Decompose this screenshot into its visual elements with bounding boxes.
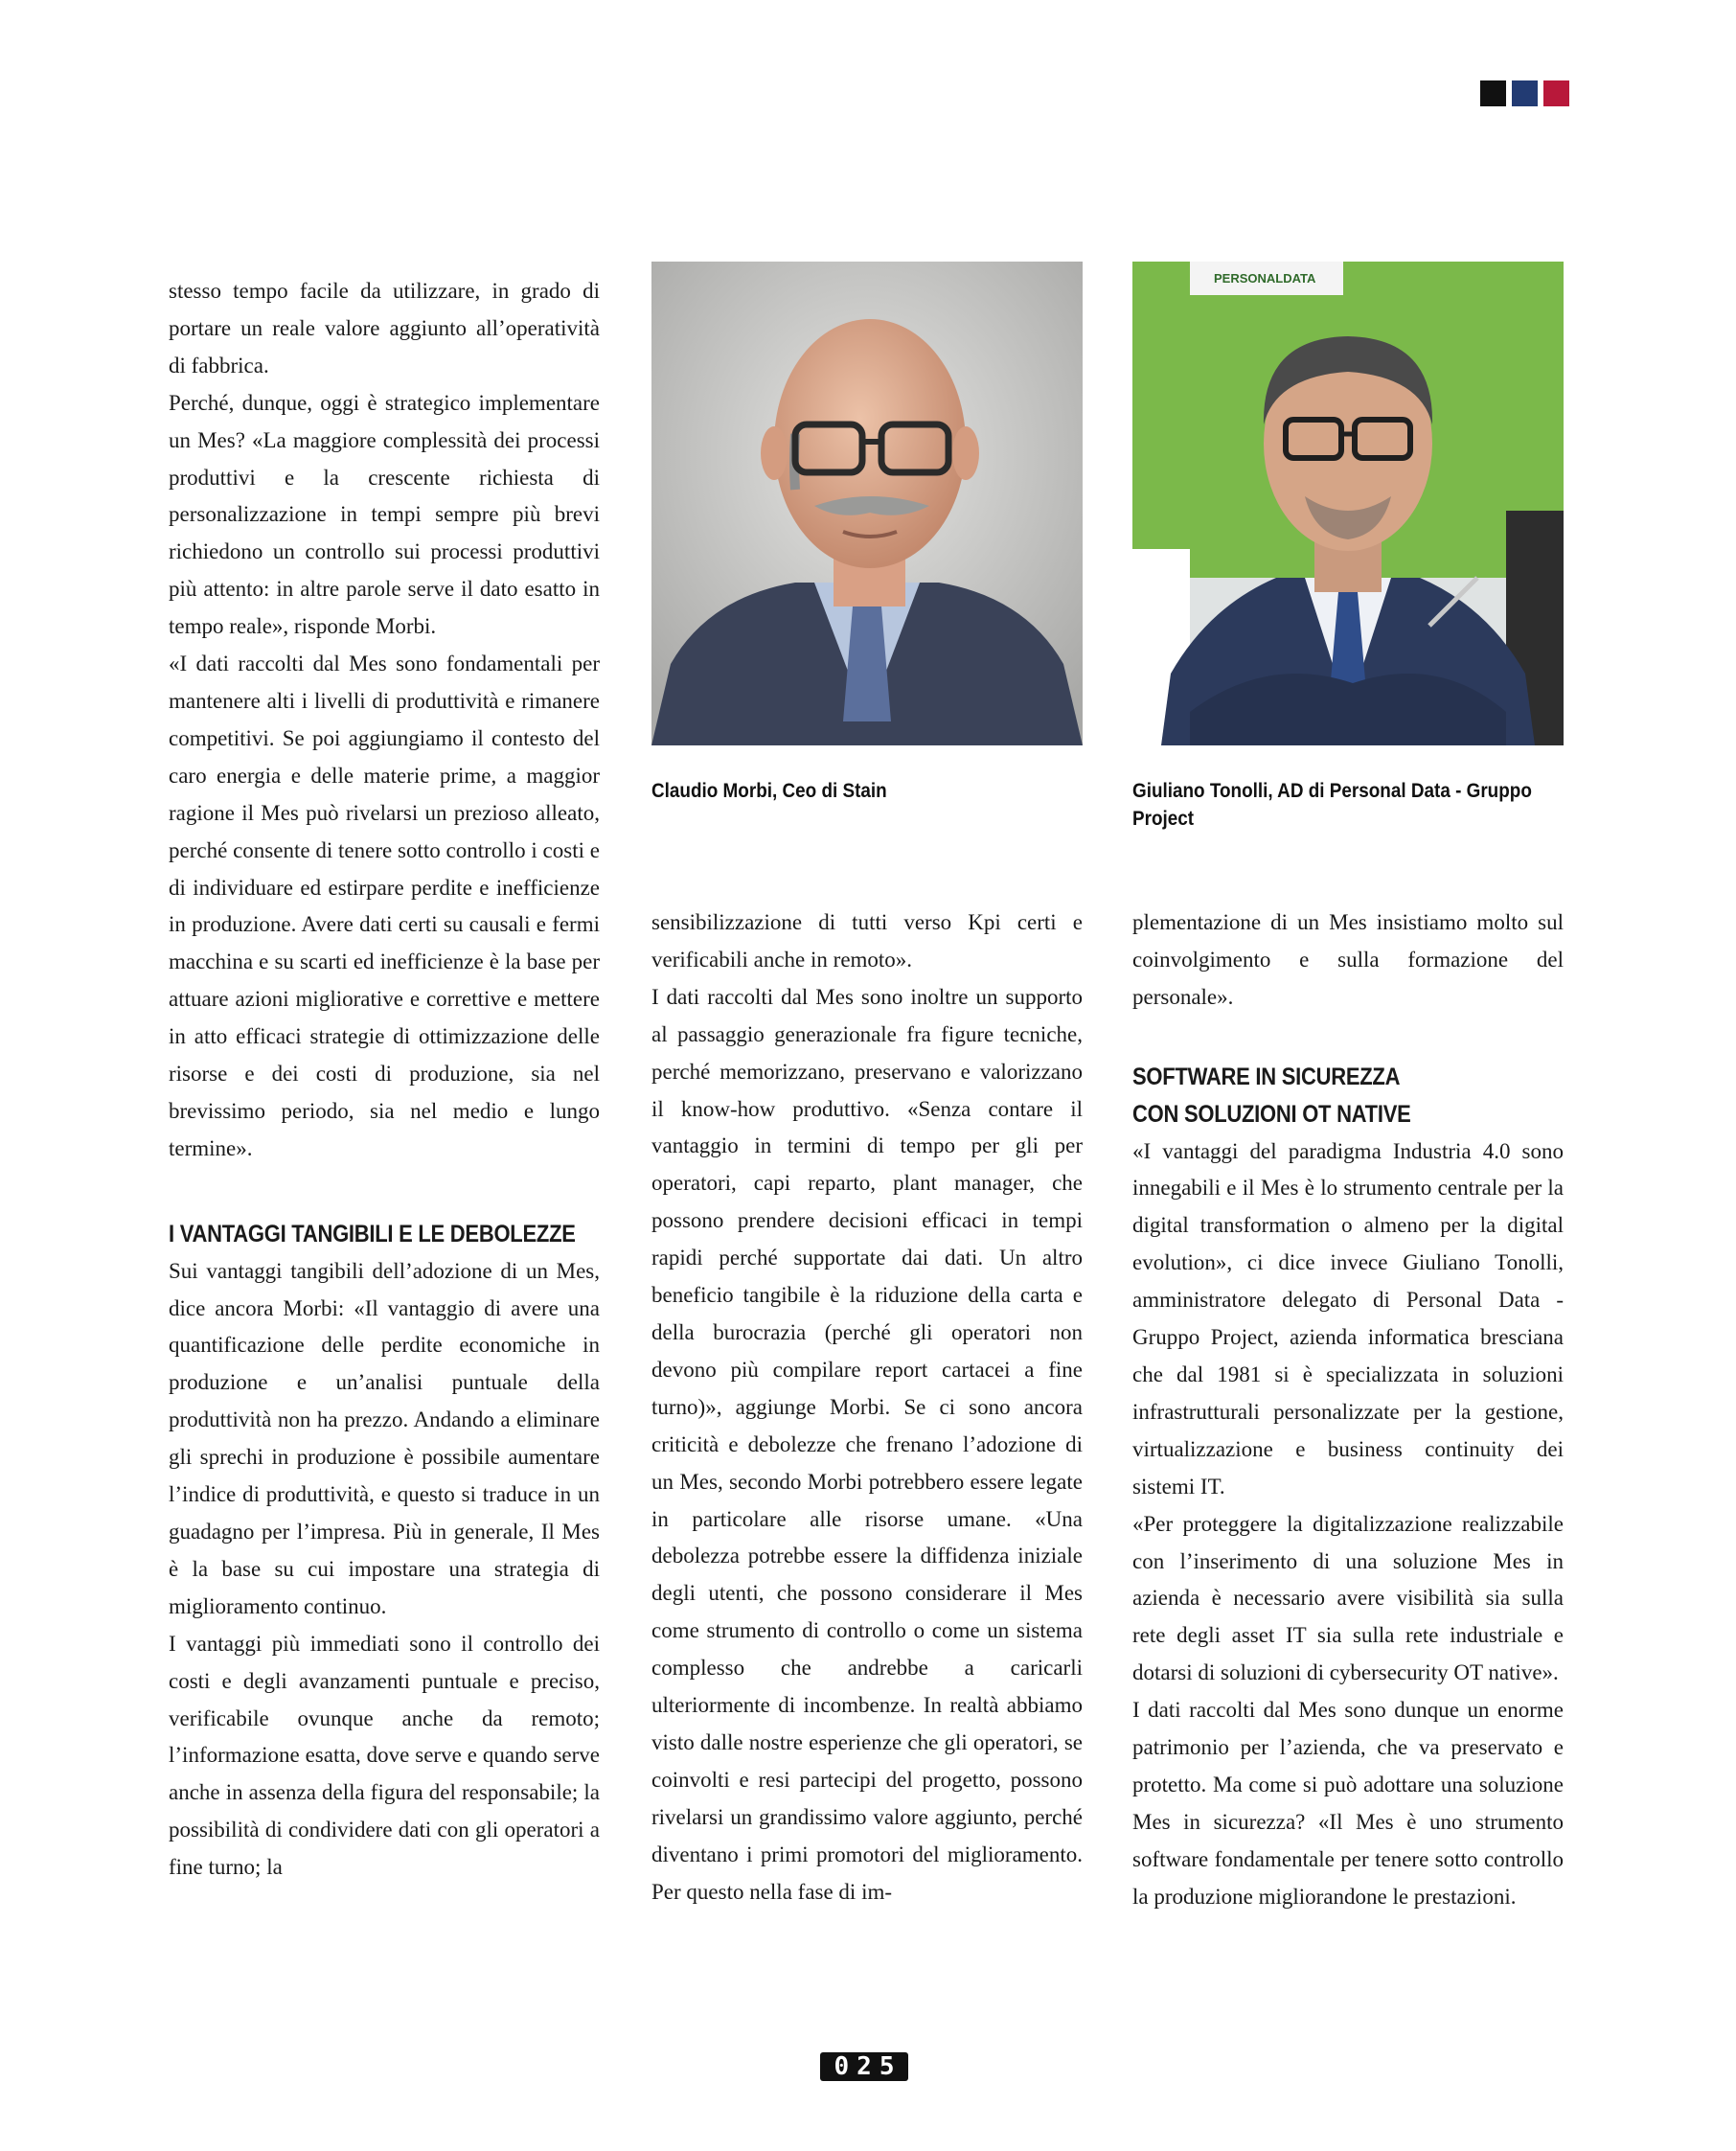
paragraph: I dati raccolti dal Mes sono dunque un enorme patrimonio per l’azienda, che va preservato e protetto. Ma come si può adottare una soluzione Mes in sicurezza? «Il Mes è uno strumento software fondamentale per tenere sotto controllo la produzione migliorandone le prestazioni. [1132, 1698, 1564, 1909]
paragraph: I vantaggi più immediati sono il controllo dei costi e degli avanzamenti puntuale e preciso, verificabile ovunque anche da remoto; l’informazione esatta, dove serve e quando serve anche in assenza della figura del responsabile; la possibilità di condividere dati con gli operatori a fine turno; la [169, 1631, 600, 1880]
column-3 [1132, 904, 1564, 1916]
paragraph: «I dati raccolti dal Mes sono fondamentali per mantenere alti i livelli di produttività e rimanere competitivi. Se poi aggiungiamo il contesto del caro energia e delle materie prime, a maggior ragione il Mes può rivelarsi un prezioso alleato, perché consente di tenere sotto controllo i costi e di individuare ed estirpare perdite e inefficienze in produzione. Avere dati certi su causali e fermi macchina e su scarti ed inefficienze è la base per attuare azioni migliorative e correttive e mettere in atto efficaci strategie di ottimizzazione delle risorse e dei costi di produzione, sia nel brevissimo periodo, sia nel medio e lungo termine». [169, 652, 600, 1160]
paragraph: stesso tempo facile da utilizzare, in grado di portare un reale valore aggiunto all’operatività di fabbrica. [169, 279, 600, 378]
photo-caption: Claudio Morbi, Ceo di Stain [651, 780, 887, 802]
paragraph: Sui vantaggi tangibili dell’adozione di un Mes, dice ancora Morbi: «Il vantaggio di avere una quantificazione delle perdite economiche in produzione e un’analisi puntuale della produttività non ha prezzo. Andando a eliminare gli sprechi in produzione è possibile aumentare l’indice di produttività, e questo si traduce in un guadagno per l’impresa. Più in generale, Il Mes è la base su cui impostare una strategia di miglioramento continuo. [169, 1258, 600, 1618]
red-square [1543, 80, 1569, 106]
logo-text: PERSONALDATA [1214, 271, 1316, 286]
photo-caption: Giuliano Tonolli, AD di Personal Data - Gruppo Project [1132, 780, 1532, 830]
section-heading [1132, 1059, 1512, 1133]
column-2 [651, 904, 1083, 1911]
paragraph: «Per proteggere la digitalizzazione realizzabile con l’inserimento di una soluzione Mes in azienda è necessario avere visibilità sia sulla rete degli asset IT sia sulla rete industriale e dotarsi di soluzioni di cybersecurity OT native». [1132, 1511, 1564, 1685]
header-color-squares [1480, 80, 1569, 106]
black-square [1480, 80, 1506, 106]
paragraph: sensibilizzazione di tutti verso Kpi certi e verificabili anche in remoto». [651, 910, 1083, 972]
page-number: 025 [820, 2052, 908, 2081]
paragraph: I dati raccolti dal Mes sono inoltre un supporto al passaggio generazionale fra figure tecniche, perché memorizzano, preservano e valorizzano il know-how produttivo. «Senza contare il vantaggio in termini di tempo per gli per operatori, capi reparto, plant manager, che possono prendere decisioni efficaci in tempi rapidi perché supportate dai dati. Un altro beneficio tangibile è la riduzione della carta e della burocrazia (perché gli operatori non devono più compilare report cartacei a fine turno)», aggiunge Morbi. Se ci sono ancora criticità e debolezze che frenano l’adozione di un Mes, secondo Morbi potrebbero essere legate in particolare alle risorse umane. «Una debolezza potrebbe essere la diffidenza iniziale degli utenti, che possono considerare il Mes come strumento di controllo o come un sistema complesso che andrebbe a caricarli ulteriormente di incombenze. In realtà abbiamo visto dalle nostre esperienze che gli operatori, se coinvolti e resi partecipi del progetto, possono rivelarsi un grandissimo valore aggiunto, perché diventano i primi promotori del miglioramento. Per questo nella fase di im- [651, 984, 1083, 1904]
photo-claudio-morbi [651, 262, 1083, 745]
heading-line: SOFTWARE IN SICUREZZA [1132, 1063, 1401, 1090]
heading-line: CON SOLUZIONI OT NATIVE [1132, 1100, 1411, 1128]
paragraph: «I vantaggi del paradigma Industria 4.0 sono innegabili e il Mes è lo strumento centrale per la digital transformation o almeno per la digital evolution», ci dice invece Giuliano Tonolli, amministratore delegato di Personal Data - Gruppo Project, azienda informatica bresciana che dal 1981 si è specializzata in soluzioni infrastrutturali personalizzate per la gestione, virtualizzazione e business continuity dei sistemi IT. [1132, 1138, 1564, 1499]
paragraph: plementazione di un Mes insistiamo molto sul coinvolgimento e sulla formazione del personale». [1132, 910, 1564, 1009]
blue-square [1512, 80, 1538, 106]
paragraph: Perché, dunque, oggi è strategico implementare un Mes? «La maggiore complessità dei processi produttivi e la crescente richiesta di personalizzazione in tempi sempre più brevi richiedono un controllo sui processi produttivi più attento: in altre parole serve il dato esatto in tempo reale», risponde Morbi. [169, 390, 600, 639]
section-heading: I VANTAGGI TANGIBILI E LE DEBOLEZZE [169, 1220, 576, 1247]
photo-giuliano-tonolli [1132, 262, 1564, 745]
column-1 [169, 273, 600, 1887]
